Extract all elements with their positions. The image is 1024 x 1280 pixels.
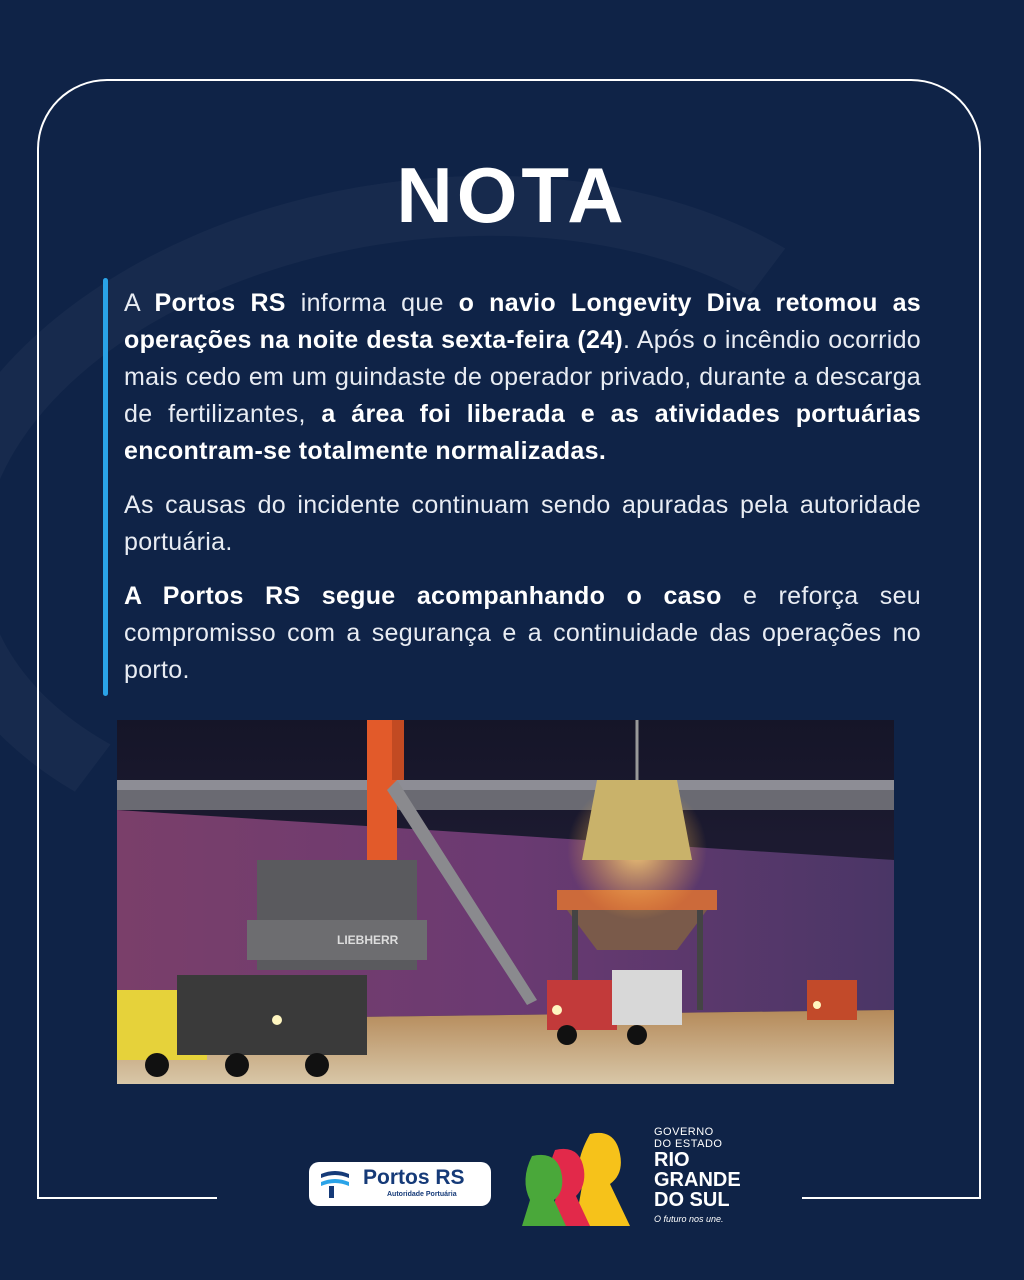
accent-bar bbox=[103, 278, 108, 696]
paragraph-segment: Portos RS bbox=[154, 289, 286, 317]
paragraph-segment: A Portos RS segue acompanhando o caso bbox=[124, 582, 722, 610]
paragraph-segment: . Após o incêndio ocorrido mais cedo em um guindaste de operador privado, durante a descarga de fertilizantes, bbox=[124, 326, 921, 428]
body-text bbox=[124, 285, 921, 706]
gov-state-line3: DO SUL bbox=[654, 1189, 730, 1211]
gov-line2: DO ESTADO bbox=[654, 1138, 723, 1150]
paragraph-segment: A bbox=[124, 289, 155, 317]
portos-rs-logo bbox=[309, 1162, 491, 1206]
gov-state-line2: GRANDE bbox=[654, 1169, 741, 1191]
portos-name: Portos RS bbox=[363, 1166, 465, 1189]
paragraph-2 bbox=[124, 487, 921, 561]
paragraph-segment: a área foi liberada e as atividades portuárias encontram-se totalmente normalizadas. bbox=[124, 400, 921, 465]
gov-line1: GOVERNO bbox=[654, 1126, 714, 1138]
paragraph-3 bbox=[124, 578, 921, 689]
gov-slogan: O futuro nos une. bbox=[654, 1214, 724, 1224]
paragraph-1 bbox=[124, 285, 921, 470]
port-photo bbox=[117, 720, 894, 1084]
gov-state-line1: RIO bbox=[654, 1149, 690, 1171]
crane-brand-label: LIEBHERR bbox=[337, 933, 399, 947]
footer-logos bbox=[0, 1120, 1024, 1240]
portos-wave-icon bbox=[317, 1168, 353, 1200]
paragraph-segment: As causas do incidente continuam sendo apuradas pela autoridade portuária. bbox=[124, 491, 921, 556]
paragraph-segment: o navio Longevity Diva retomou as operações na noite desta sexta-feira (24) bbox=[124, 289, 921, 354]
gov-rs-figures-logo bbox=[520, 1126, 640, 1226]
gov-rs-text bbox=[654, 1126, 741, 1226]
portos-subtitle: Autoridade Portuária bbox=[387, 1191, 457, 1198]
paragraph-segment: informa que bbox=[285, 289, 459, 317]
page-title: NOTA bbox=[396, 151, 628, 239]
paragraph-segment: e reforça seu compromisso com a segurança e a continuidade das operações no porto. bbox=[124, 582, 921, 684]
